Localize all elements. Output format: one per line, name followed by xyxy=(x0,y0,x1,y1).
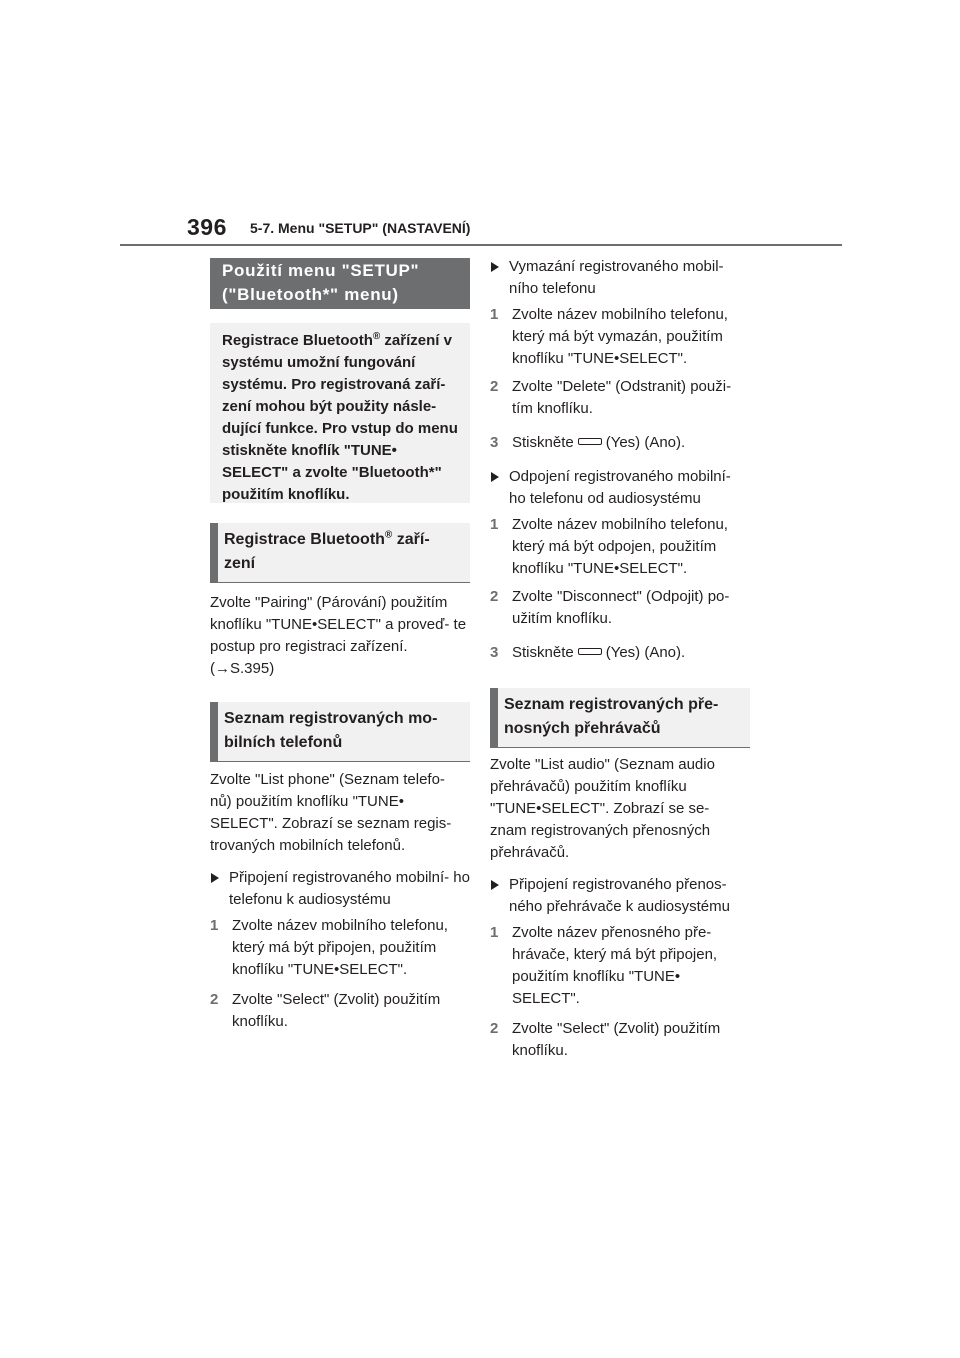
step-text: Zvolte název mobilního telefonu, který má být odpojen, použitím knoflíku "TUNE•SELECT". xyxy=(512,516,728,577)
step-number: 3 xyxy=(490,434,499,451)
step-item xyxy=(490,922,750,1010)
section-title-part2: zaří- zení xyxy=(224,531,430,572)
banner-body-part2: zařízení v systému umožní fungování systému. Pro registrovaná zaří- zení mohou být použity násle- dující funkce. Pro vstup do menu stiskněte knoflík "TUNE• SELECT" a zvolte "Bluetooth*" použitím knoflíku. xyxy=(222,332,458,503)
page-number: 396 xyxy=(187,214,227,240)
audio-list-paragraph: Zvolte "List audio" (Seznam audio přehrávačů) použitím knoflíku "TUNE•SELECT". Zobrazí se se- znam registrovaných přenosných přehrávačů. xyxy=(490,756,715,861)
bullet-text: Připojení registrovaného mobilní- ho telefonu k audiosystému xyxy=(229,869,470,908)
step-text-pre: Stiskněte xyxy=(512,644,574,661)
right-column xyxy=(490,256,750,1062)
step-text: Zvolte název mobilního telefonu, který má být vymazán, použitím knoflíku "TUNE•SELECT". xyxy=(512,306,728,367)
registered-mark: ® xyxy=(384,529,393,541)
banner-body-part1: Registrace Bluetooth xyxy=(222,332,373,349)
banner-body xyxy=(210,323,470,503)
step-text: Zvolte "Disconnect" (Odpojit) po- užitím knoflíku. xyxy=(512,588,730,627)
registered-mark: ® xyxy=(372,331,381,342)
step-number: 1 xyxy=(490,306,499,323)
step-item xyxy=(490,514,750,580)
step-number: 1 xyxy=(490,516,499,533)
bullet-text: Odpojení registrovaného mobilní- ho telefonu od audiosystému xyxy=(509,468,731,507)
header-rule xyxy=(120,244,842,246)
section-head-phone-list: Seznam registrovaných mo- bilních telefonů xyxy=(210,702,470,762)
step-text: Zvolte "Delete" (Odstranit) použi- tím knoflíku. xyxy=(512,378,732,417)
step-text-post: (Yes) (Ano). xyxy=(605,644,686,661)
step-text: Zvolte "Select" (Zvolit) použitím knoflíku. xyxy=(512,1020,721,1059)
step-number: 1 xyxy=(210,917,219,934)
left-column xyxy=(210,258,470,1033)
step-text: Zvolte "Select" (Zvolit) použitím knoflíku. xyxy=(232,991,441,1030)
step-text-pre: Stiskněte xyxy=(512,434,574,451)
step-item xyxy=(490,432,750,454)
bullet-connect-player xyxy=(490,874,750,918)
triangle-right-icon xyxy=(211,873,219,883)
step-number: 2 xyxy=(490,378,499,395)
bullet-text: Připojení registrovaného přenos- ného přehrávače k audiosystému xyxy=(509,876,730,915)
banner-title: Použití menu "SETUP" ("Bluetooth*" menu) xyxy=(210,258,470,309)
step-item xyxy=(210,989,470,1033)
step-number: 2 xyxy=(490,588,499,605)
bullet-delete-phone xyxy=(490,256,750,300)
step-number: 1 xyxy=(490,924,499,941)
step-text: Zvolte název mobilního telefonu, který má být připojen, použitím knoflíku "TUNE•SELECT". xyxy=(232,917,448,978)
step-item xyxy=(490,304,750,370)
registration-paragraph xyxy=(210,592,470,680)
step-item xyxy=(210,915,470,981)
triangle-right-icon xyxy=(491,262,499,272)
bullet-disconnect-phone xyxy=(490,466,750,510)
triangle-right-icon xyxy=(491,880,499,890)
step-number: 2 xyxy=(210,991,219,1008)
step-item xyxy=(490,642,750,664)
step-number: 3 xyxy=(490,644,499,661)
step-number: 2 xyxy=(490,1020,499,1037)
triangle-right-icon xyxy=(491,472,499,482)
section-head-audio-list: Seznam registrovaných pře- nosných přehrávačů xyxy=(490,688,750,748)
section-head-registration xyxy=(210,523,470,583)
key-button-icon xyxy=(578,648,602,655)
step-item xyxy=(490,586,750,630)
phone-list-paragraph: Zvolte "List phone" (Seznam telefo- nů) použitím knoflíku "TUNE• SELECT". Zobrazí se seznam regis- trovaných mobilních telefonů. xyxy=(210,771,452,854)
registration-text: Zvolte "Pairing" (Párování) použitím knoflíku "TUNE•SELECT" a proveď- te postup pro registraci zařízení. xyxy=(210,594,467,655)
section-title-part1: Registrace Bluetooth xyxy=(224,531,385,548)
step-text-post: (Yes) (Ano). xyxy=(605,434,686,451)
step-item xyxy=(490,1018,750,1062)
bullet-text: Vymazání registrovaného mobil- ního telefonu xyxy=(509,258,724,297)
key-button-icon xyxy=(578,438,602,445)
page-reference: (→S.395) xyxy=(210,660,275,677)
step-item xyxy=(490,376,750,420)
bullet-connect-phone xyxy=(210,867,470,911)
running-head: 5-7. Menu "SETUP" (NASTAVENÍ) xyxy=(250,220,471,236)
step-text: Zvolte název přenosného pře- hrávače, který má být připojen, použitím knoflíku "TUNE• SELECT". xyxy=(512,924,718,1007)
